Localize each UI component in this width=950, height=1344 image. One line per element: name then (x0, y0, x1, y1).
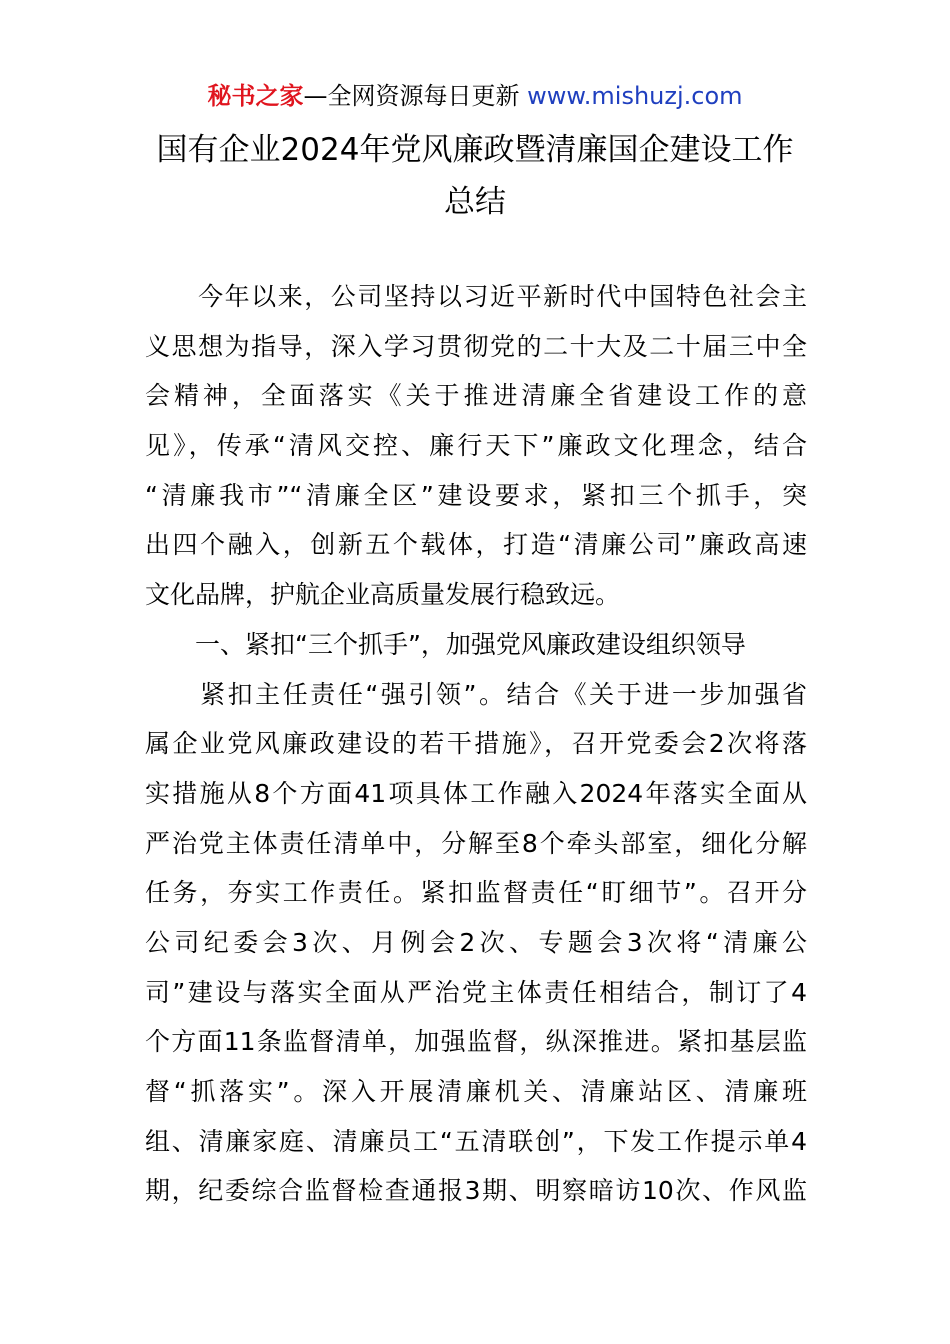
body-line: 今年以来，公司坚持以习近平新时代中国特色社会主 (145, 282, 807, 311)
body-line: 属企业党风廉政建设的若干措施》，召开党委会2次将落 (145, 729, 807, 759)
body-line: 期，纪委综合监督检查通报3期、明察暗访10次、作风监 (145, 1176, 807, 1206)
body-line: 见》，传承“清风交控、廉行天下”廉政文化理念，结合 (145, 431, 807, 461)
body-line: 文化品牌，护航企业高质量发展行稳致远。 (145, 580, 621, 610)
document-title (0, 124, 950, 228)
body-line: 出四个融入，创新五个载体，打造“清廉公司”廉政高速 (145, 530, 807, 560)
body-line: 紧扣主任责任“强引领”。结合《关于进一步加强省 (145, 679, 807, 709)
body-line: 会精神，全面落实《关于推进清廉全省建设工作的意 (145, 381, 807, 411)
body-line: 督“抓落实”。深入开展清廉机关、清廉站区、清廉班 (145, 1077, 807, 1106)
section-heading: 一、紧扣“三个抓手”，加强党风廉政建设组织领导 (145, 629, 746, 659)
site-header (0, 80, 950, 112)
brand-name: 秘书之家 (207, 82, 304, 110)
body-line: 公司纪委会3次、月例会2次、专题会3次将“清廉公 (145, 927, 807, 957)
body-line: 司”建设与落实全面从严治党主体责任相结合，制订了4 (145, 977, 807, 1007)
body-line: 严治党主体责任清单中，分解至8个牵头部室，细化分解 (145, 828, 807, 858)
body-line: 义思想为指导，深入学习贯彻党的二十大及二十届三中全 (145, 331, 807, 361)
body-line: “清廉我市”“清廉全区”建设要求，紧扣三个抓手，突 (145, 480, 807, 510)
header-tagline: —全网资源每日更新 (303, 82, 528, 110)
body-line: 任务，夯实工作责任。紧扣监督责任“盯细节”。召开分 (145, 878, 807, 908)
body-line: 实措施从8个方面41项具体工作融入2024年落实全面从 (145, 778, 807, 808)
document-body (145, 272, 807, 1216)
site-url[interactable]: www.mishuzj.com (527, 82, 743, 110)
body-line: 个方面11条监督清单，加强监督，纵深推进。紧扣基层监 (145, 1027, 807, 1057)
title-line-2: 总结 (444, 184, 506, 220)
title-line-1: 国有企业2024年党风廉政暨清廉国企建设工作 (156, 132, 794, 168)
body-line: 组、清廉家庭、清廉员工“五清联创”，下发工作提示单4 (145, 1126, 807, 1156)
